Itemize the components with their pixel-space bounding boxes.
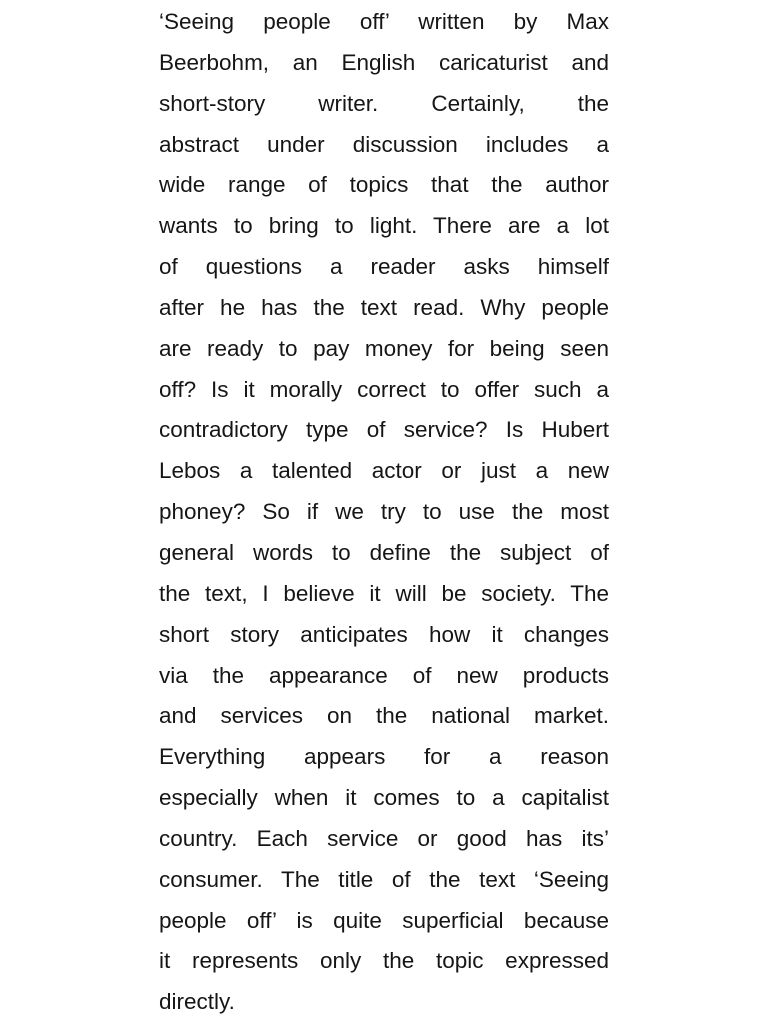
text-line: it represents only the topic expressed: [159, 948, 609, 974]
text-line: abstract under discussion includes a: [159, 131, 609, 157]
text-line: directly.: [159, 989, 235, 1015]
text-line: people off’ is quite superficial because: [159, 907, 609, 933]
text-line: contradictory type of service? Is Hubert: [159, 417, 609, 443]
text-line: phoney? So if we try to use the most: [159, 499, 609, 525]
text-line: country. Each service or good has its’: [159, 825, 609, 851]
text-line: Everything appears for a reason: [159, 744, 609, 770]
text-line: ‘Seeing people off’ written by Max: [159, 9, 609, 34]
text-line: wants to bring to light. There are a lot: [159, 213, 609, 239]
text-line: and services on the national market.: [159, 703, 609, 729]
text-line: general words to define the subject of: [159, 539, 609, 565]
text-line: consumer. The title of the text ‘Seeing: [159, 866, 609, 892]
text-line: after he has the text read. Why people: [159, 294, 609, 320]
text-line: the text, I believe it will be society. The: [159, 580, 609, 606]
text-line: wide range of topics that the author: [159, 172, 609, 198]
text-line: especially when it comes to a capitalist: [159, 785, 609, 811]
text-line: short story anticipates how it changes: [159, 621, 609, 647]
text-line: Beerbohm, an English caricaturist and: [159, 49, 609, 75]
text-line: of questions a reader asks himself: [159, 254, 609, 280]
text-line: are ready to pay money for being seen: [159, 335, 609, 361]
text-line: short-story writer. Certainly, the: [159, 90, 609, 116]
text-line: via the appearance of new products: [159, 662, 609, 688]
document-body: [159, 2, 609, 1023]
text-line: off? Is it morally correct to offer such a: [159, 376, 609, 402]
text-line: Lebos a talented actor or just a new: [159, 458, 609, 484]
